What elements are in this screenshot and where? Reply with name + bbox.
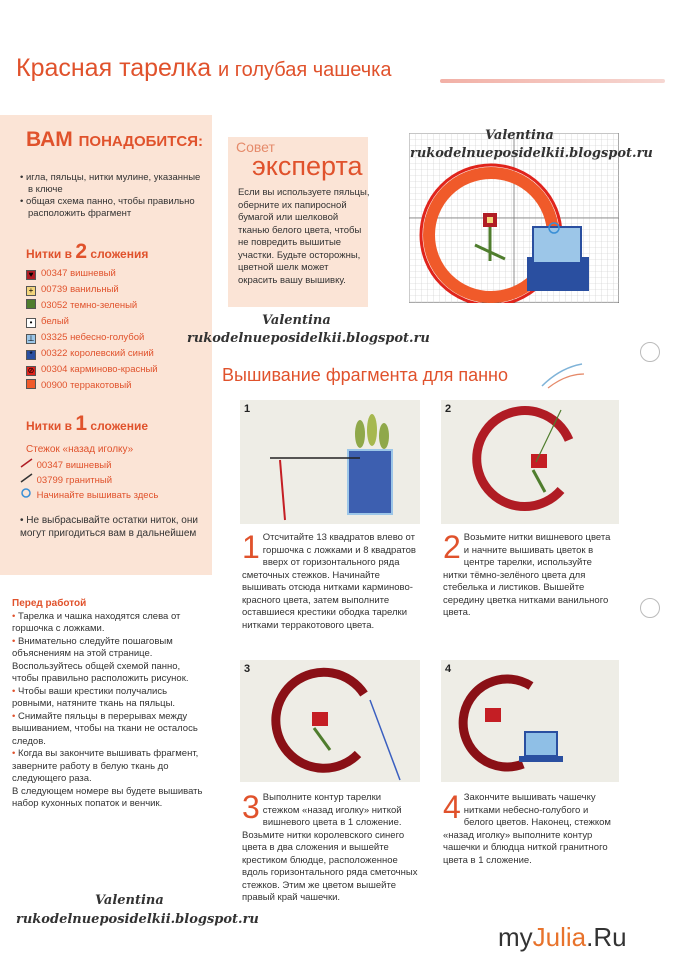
logo-part: my (498, 922, 533, 952)
thread-name: темно-зеленый (70, 300, 138, 311)
thread-row (26, 266, 158, 282)
one-strand-num: 1 (75, 412, 88, 435)
thread-swatch-icon (26, 299, 36, 309)
thread-key-list (26, 266, 158, 394)
start-label: Начинайте вышивать здесь (36, 490, 159, 501)
need-list (20, 172, 205, 220)
thread-code: 00739 (41, 284, 68, 295)
photo-3-illustration (240, 660, 420, 782)
stitch-name: вишневый (65, 460, 112, 471)
step-1 (242, 529, 420, 632)
thread-swatch-icon: * (26, 350, 36, 360)
photo-number: 1 (244, 403, 251, 415)
section-heading: Вышивание фрагмента для панно (222, 365, 508, 385)
expert-tip (228, 137, 368, 307)
step-4 (443, 789, 615, 867)
expert-text: Если вы используете пяльцы, оберните их папиросной бумагой или шелковой тканью белого цвета, чтобы не повредить вышитые участки. Будьте осторожны, цветной шелк может окрасить вашу вышивку. (238, 187, 370, 286)
backstitch-line-icon (20, 473, 34, 483)
step-number: 3 (242, 789, 260, 825)
thread-code: 00900 (41, 380, 68, 391)
one-strand-label-a: Нитки в (26, 419, 73, 433)
thread-swatch-icon: ♥ (26, 270, 36, 280)
needle-icon (540, 360, 585, 390)
page-title (16, 54, 392, 83)
thread-swatch-icon: ⊥ (27, 334, 35, 343)
thread-row (26, 346, 158, 362)
stitch-row (20, 458, 158, 473)
title-main: Красная тарелка (16, 54, 212, 82)
thread-row (26, 298, 158, 314)
photo-4-illustration (441, 660, 619, 782)
before-work (12, 598, 207, 811)
two-strands-label-a: Нитки в (26, 247, 73, 261)
photo-number: 2 (445, 403, 452, 415)
chart-flower-center (487, 217, 493, 223)
step-photo-2 (441, 400, 619, 524)
step-number: 4 (443, 789, 461, 825)
before-item: • Когда вы закончите вышивать фрагмент, заверните работу в белую ткань до следующего раза. (12, 748, 207, 786)
thread-swatch-icon (26, 379, 36, 389)
need-item: • игла, пяльцы, нитки мулине, указанные в ключе (20, 172, 201, 195)
need-title-small: ПОНАДОБИТСЯ: (78, 133, 203, 150)
binder-hole (640, 598, 660, 618)
stitch-name: гранитный (65, 475, 113, 486)
step-2 (443, 529, 615, 620)
title-rest: и голубая чашечка (218, 59, 392, 81)
step-3 (242, 789, 420, 905)
binder-hole (640, 342, 660, 362)
stitch-code: 03799 (36, 475, 64, 486)
thread-swatch-icon: ⊘ (27, 366, 35, 375)
step-photo-1 (240, 400, 420, 524)
logo-part: .Ru (586, 922, 627, 952)
two-strands-label-b: сложения (90, 247, 149, 261)
photo-1-illustration (240, 400, 420, 524)
thread-swatch-icon: + (26, 286, 36, 296)
before-item: • Тарелка и чашка находятся слева от горшочка с ложками. (12, 611, 207, 636)
watermark-url-2: rukodelnueposidelkii.blogspot.ru (410, 146, 653, 161)
watermark-url: rukodelnueposidelkii.blogspot.ru (16, 912, 259, 927)
need-title (26, 128, 203, 152)
photo-number: 3 (244, 663, 251, 675)
step-text: Закончите вышивать чашечку нитками небесно-голубого и белого цветов. Наконец, стежком «назад иголку» выполните контур чашечки и блюдца ниткой гранитного цвета в 1 сложение. (443, 792, 611, 866)
stitch-title: Стежок «назад иголку» (26, 444, 134, 455)
backstitch-line-icon (20, 458, 34, 468)
thread-name: вишневый (70, 268, 116, 279)
two-strands-num: 2 (75, 240, 88, 263)
one-strand-heading (26, 412, 148, 436)
thread-code: 00304 (41, 364, 68, 375)
thread-row (26, 282, 158, 298)
thread-row (26, 362, 158, 378)
thread-name: терракотовый (70, 380, 132, 391)
step-number: 2 (443, 529, 461, 565)
stitch-list (20, 458, 158, 503)
thread-code: 00322 (41, 348, 68, 359)
site-logo (498, 922, 627, 953)
photo-2-illustration (441, 400, 619, 524)
step-number: 1 (242, 529, 260, 565)
watermark-url-3: rukodelnueposidelkii.blogspot.ru (187, 331, 430, 346)
before-item: • Внимательно следуйте пошаговым объяснениям на этой странице. Воспользуйтесь общей схемой панно, чтобы правильно расположить рисунок. (12, 636, 207, 686)
start-circle-icon (20, 488, 34, 498)
thread-name: белый (41, 316, 69, 327)
thread-row (26, 330, 158, 346)
thread-code: 03325 (41, 332, 68, 343)
stitch-row (20, 488, 158, 503)
thread-name: небесно-голубой (70, 332, 145, 343)
expert-title-big: эксперта (252, 151, 363, 181)
step-photo-4 (441, 660, 619, 782)
thread-name: ванильный (70, 284, 119, 295)
before-item: • Чтобы ваши крестики получались ровными, натяните ткань на пяльцы. (12, 686, 207, 711)
thread-name: карминово-красный (70, 364, 158, 375)
logo-part: Julia (532, 922, 587, 952)
thread-row (26, 314, 158, 330)
watermark-name-3: Valentina (262, 313, 331, 328)
two-strands-heading (26, 240, 148, 264)
before-item: • Снимайте пяльцы в перерывах между вышиванием, чтобы на ткани не осталось следов. (12, 711, 207, 749)
thread-row (26, 378, 158, 394)
thread-code: 03052 (41, 300, 68, 311)
before-heading: Перед работой (12, 598, 87, 609)
watermark-name-2: Valentina (485, 128, 554, 143)
step-photo-3 (240, 660, 420, 782)
before-tail: В следующем номере вы будете вышивать набор кухонных попаток и венчик. (12, 785, 203, 809)
photo-number: 4 (445, 663, 452, 675)
stitch-code: 00347 (36, 460, 64, 471)
need-title-big: ВАМ (26, 128, 73, 151)
stitch-row (20, 473, 158, 488)
thread-name: королевский синий (70, 348, 154, 359)
watermark-name: Valentina (95, 893, 164, 908)
expert-title-small: Совет (236, 139, 275, 155)
step-text: Отсчитайте 13 квадратов влево от горшочка с ложками и 8 квадратов вверх от горизонтального ряда сметочных стежков. Начинайте вышивать отсюда нитками карминово-красного цвета, затем выполните оставшиеся крестики ободка тарелки нитками терракотового цвета. (242, 532, 416, 631)
need-item: • общая схема панно, чтобы правильно расположить фрагмент (20, 196, 195, 219)
thread-code: 00347 (41, 268, 68, 279)
thread-swatch-icon: • (26, 318, 36, 328)
title-underline (440, 79, 665, 83)
leftover-note: • Не выбрасывайте остатки ниток, они могут пригодиться вам в дальнейшем (20, 515, 198, 539)
one-strand-label-b: сложение (90, 419, 149, 433)
step-text: Выполните контур тарелки стежком «назад иголку» ниткой вишневого цвета в 1 сложение. Возьмите нитки королевского синего цвета в два сложения и вышейте крестиком блюдце, расположенное вдоль горизонтального ряда сметочных стежков. Этим же цветом вышейте правый край чашечки. (242, 792, 418, 903)
step-text: Возьмите нитки вишневого цвета и начните вышивать цветок в центре тарелки, используйте нитки тёмно-зелёного цвета для стебелька и листиков. Вышейте середину цветка нитками ванильного цвета. (443, 532, 611, 618)
